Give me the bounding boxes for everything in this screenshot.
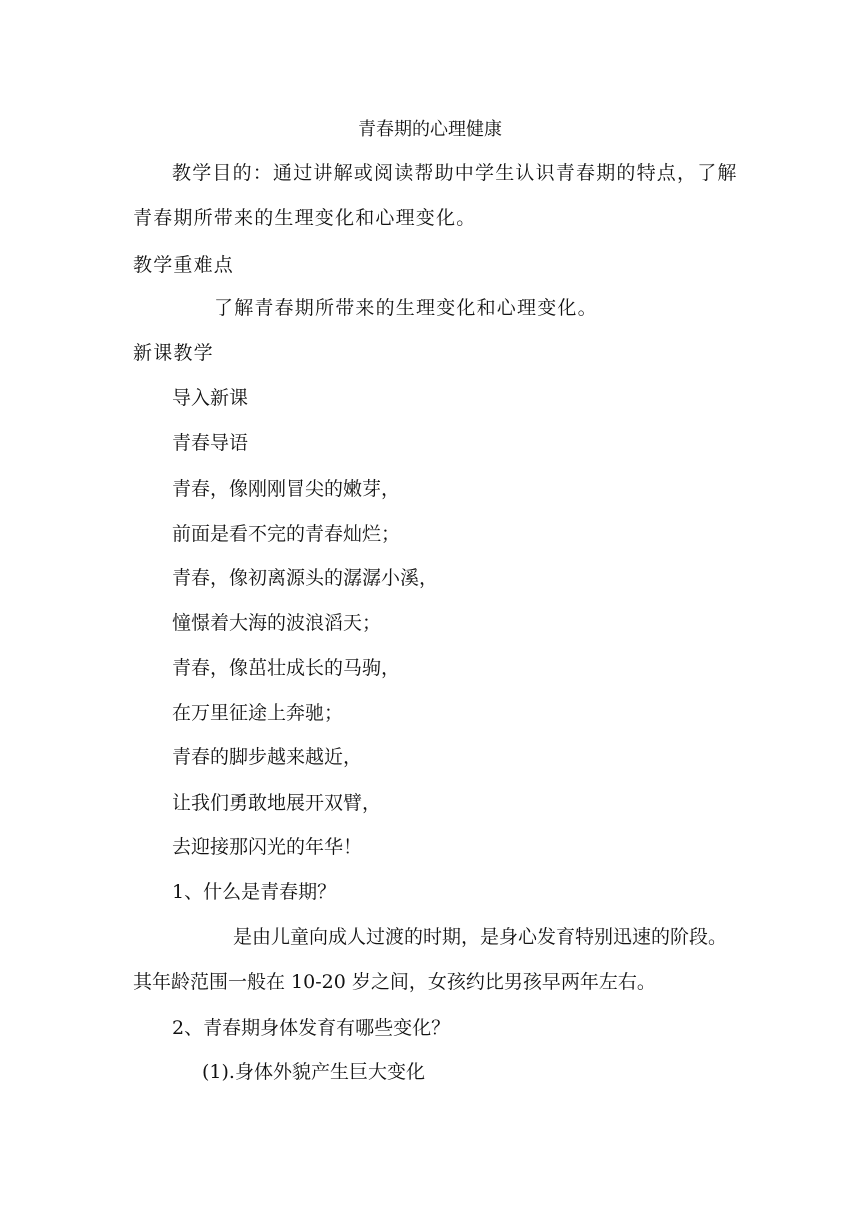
question-2: 2、青春期身体发育有哪些变化？	[172, 1017, 451, 1039]
document-title: 青春期的心理健康	[358, 119, 502, 140]
answer-1-line-2: 其年龄范围一般在 10-20 岁之间，女孩约比男孩早两年左右。	[133, 971, 656, 993]
new-lesson-heading: 新课教学	[133, 342, 214, 364]
answer-1-line-1: 是由儿童向成人过渡的时期，是身心发育特别迅速的阶段。	[233, 926, 728, 948]
question-2-item-1: (1).身体外貌产生巨大变化	[202, 1061, 425, 1083]
poem-line: 青春，像初离源头的潺潺小溪，	[172, 567, 439, 589]
objective-line-1: 教学目的：通过讲解或阅读帮助中学生认识青春期的特点，了解	[172, 162, 738, 184]
question-1: 1、什么是青春期？	[172, 881, 337, 903]
poem-line: 前面是看不完的青春灿烂；	[172, 523, 401, 545]
poem-line: 青春，像刚刚冒尖的嫩芽，	[172, 478, 401, 500]
poem-line: 让我们勇敢地展开双臂，	[172, 792, 382, 814]
key-points-heading: 教学重难点	[133, 254, 235, 276]
intro-heading: 导入新课	[172, 387, 249, 409]
poem-line: 青春，像茁壮成长的马驹，	[172, 657, 401, 679]
poem-line: 去迎接那闪光的年华！	[172, 836, 363, 858]
poem-line: 憧憬着大海的波浪滔天；	[172, 612, 382, 634]
poem-title: 青春导语	[172, 432, 249, 454]
poem-line: 在万里征途上奔驰；	[172, 702, 344, 724]
objective-line-2: 青春期所带来的生理变化和心理变化。	[133, 207, 477, 229]
key-points-text: 了解青春期所带来的生理变化和心理变化。	[214, 297, 598, 319]
poem-line: 青春的脚步越来越近，	[172, 746, 363, 768]
